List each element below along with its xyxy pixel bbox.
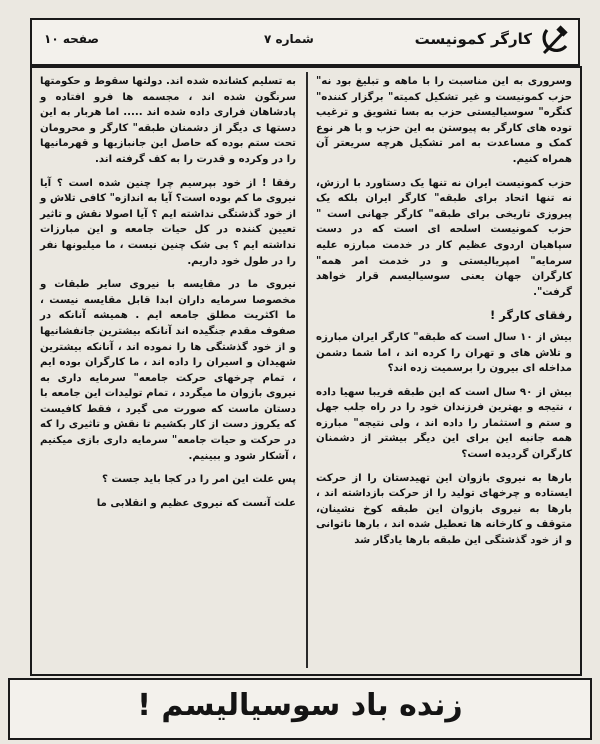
right-column — [316, 74, 572, 557]
hammer-sickle-icon — [538, 24, 572, 58]
right-paragraph-1: وسروری به این مناسبت را با ماهه و تبلیغ بود نه" حزب کمونیست و غیر تشکیل کمیته" برگزار کننده" کنگره" سوسیالیستی حزب به بسا تشویق و ترغیب توده های کارگر به پیوستن به این حزب و با هر نوع کمک و مساعدت به امر تشکیل هرچه سریعتر آن همراه کنیم. — [316, 76, 572, 165]
column-divider — [306, 72, 308, 668]
right-paragraph-2: حزب کمونیست ایران نه تنها یک دستاورد با ارزش، نه تنها اتحاد برای طبقه" کارگر ایران بلکه یک پیروزی تاریخی برای طبقه" کارگر جهانی است " حزب کمونیست اسلحه ای است که در دست سپاهیان اردوی عظیم کار در خدمت مبارزه علیه سرمایه" امپریالیستی و در خدمت امر همه" کارگران جهان یعنی سوسیالیسم قرار خواهد گرفت". — [316, 177, 572, 298]
section-heading: رفقای کارگر ! — [489, 308, 572, 323]
left-paragraph-1: به تسلیم کشانده شده اند. دولتها سقوط و حکومتها سرنگون شده اند ، مجسمه ها فرو افتاده و پادشاهان فراری داده شده اند ..... اما هربار به این دستها ی دیگر از دشمنان طبقه" کارگر و محرومان تحت ستم بوده که حاصل این جانبازیها و قهرمانیها را در وکرده و قدرت را به کف گرفته اند. — [40, 76, 296, 165]
left-column — [40, 74, 296, 519]
article-frame — [30, 66, 582, 676]
right-paragraph-5: بارها به نیروی بازوان این تهیدستان را از حرکت ایستاده و چرخهای تولید را از حرکت بازداشته اند ، بارها به نیروی بازوان این طبقه کوخ نشینان، متوقف و کارخانه ها تعطیل شده اند ، بارها ناتوانی و از خود گذشتگی این طبقه بارها یادگار شد — [316, 472, 572, 547]
left-paragraph-4: پس علت این امر را در کجا باید جست ؟ — [102, 474, 296, 486]
right-paragraph-4: بیش از ۹۰ سال است که این طبقه فریبا سهیا داده ، نتیجه و بهترین فرزندان خود را در راه جلب جهل و ستم و استثمار را داده اند ، ولی نتیجه" مبارزه همه جانبه این برای این دیگر بیشتر از دشمنان کارگران گردیده است؟ — [316, 386, 572, 461]
slogan-banner — [8, 678, 592, 740]
page-number: صفحه ۱۰ — [44, 32, 99, 46]
left-paragraph-3: نیروی ما در مقایسه با نیروی سایر طبقات و مخصوصا سرمایه داران ابدا قابل مقایسه نیست ، ما اکثریت مطلق جامعه ایم . همیشه آنانکه در صفوف مقدم جنگیده اند آنانکه بیشترین جانفشانیها و از خود گذشتگی ها را نموده اند ، آنانکه بیشترین شهیدان و اسیران را داده اند ، ما کارگران بوده ایم ، تمام چرخهای حرکت جامعه" سرمایه داری به نیروی بازوان ما میگردد ، تمام تولیدات این جامعه با دستان ماست که صورت می گیرد ، فقط کافیست که یکروز دست از کار بکشیم تا نقش و تاثیری را که در حرکت و حیات جامعه" سرمایه داری بازی میکنیم ، آشکار شود و ببینیم. — [40, 279, 296, 462]
left-paragraph-5: علت آنست که نیروی عظیم و انقلابی ما — [96, 497, 296, 509]
slogan-text: زنده باد سوسیالیسم ! — [137, 688, 463, 723]
issue-number: شماره ۷ — [264, 32, 314, 46]
masthead-bar — [30, 18, 580, 66]
left-paragraph-2: رفقا ! از خود بپرسیم چرا چنین شده است ؟ آیا نیروی ما کم بوده است؟ آیا به اندازه" کافی تلاش و از خود گذشتگی نداشته ایم ؟ آیا اصولا نقش و تاثیر تعیین کننده در کل حیات جامعه و این مبارزات نداشته ایم ؟ بی شک چنین نیست ، ما میلیونها نفر را در طول خود داریم. — [40, 177, 296, 267]
right-paragraph-3: بیش از ۱۰ سال است که طبقه" کارگر ایران مبارزه و تلاش های و تهران را کرده اند ، اما شما دشمن مداخله ای بیرون را برسمیت زده اند؟ — [316, 331, 572, 375]
newspaper-title: کارگر کمونیست — [414, 30, 532, 48]
